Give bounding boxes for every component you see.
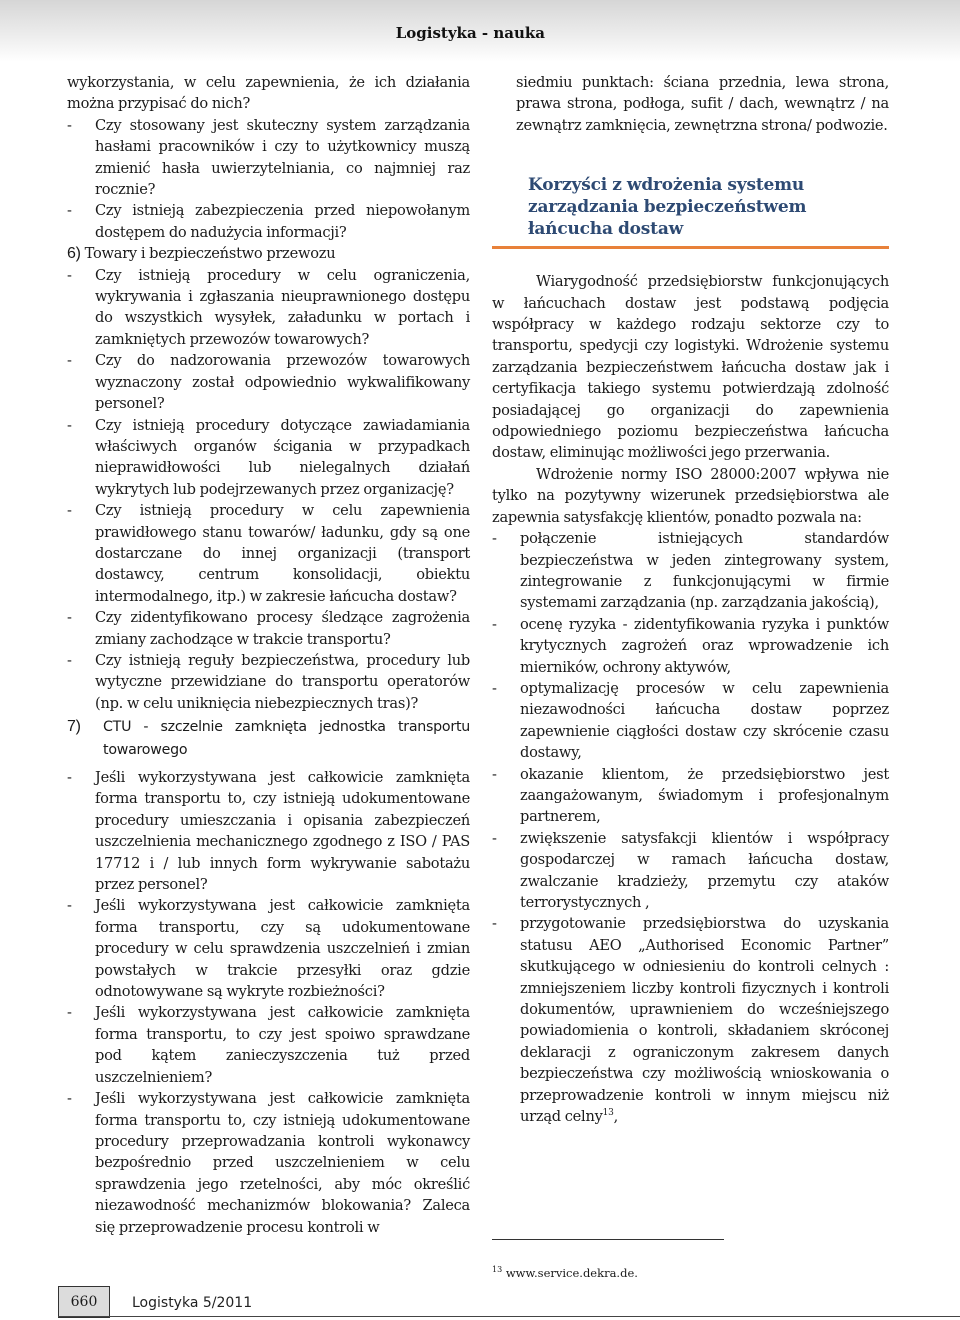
list-item-text: Czy zidentyfikowano procesy śledzące zagrożenia zmiany zachodzące w trakcie transportu? <box>95 609 470 648</box>
dash-bullet: - <box>67 651 72 669</box>
dash-bullet: - <box>492 615 497 633</box>
list-item-text: Jeśli wykorzystywana jest całkowicie zamknięta forma transportu to, czy istnieją udokumentowane procedury przeprowadzania kontroli wykonawcy bezpośrednio przed uszczelnieniem w celu sprawdzenia jego rzetelności, aby móc określić niezawodność mechanizmów blokowania? Zaleca się przeprowadzenie procesu kontroli w <box>95 1090 470 1236</box>
list-item-text: Czy istnieją reguły bezpieczeństwa, procedury lub wytyczne przewidziane do transportu operatorów (np. w celu uniknięcia niebezpiecznych tras)? <box>95 651 470 712</box>
dash-bullet: - <box>67 1090 72 1108</box>
list-item-text: okazanie klientom, że przedsiębiorstwo jest zaangażowanym, świadomym i profesjonalnym partnerem, <box>520 765 889 826</box>
list-item-text: Czy istnieją procedury w celu zapewnienia prawidłowego stanu towarów/ ładunku, gdy są one dostarczane do innej organizacji (transport dostawcy, centrum konsolidacji, obiektu intermodalnego, itp.) w zakresie łańcucha dostaw? <box>95 502 470 605</box>
footnote <box>492 1266 638 1280</box>
list-item-text: Jeśli wykorzystywana jest całkowicie zamknięta forma transportu, to czy jest spoiwo sprawdzane pod kątem zanieczyszczenia tuż przed uszczelnieniem? <box>95 1004 470 1086</box>
dash-bullet: - <box>492 530 497 548</box>
list-item <box>67 115 470 201</box>
list-item <box>67 500 470 607</box>
dash-bullet: - <box>67 416 72 434</box>
dash-bullet: - <box>67 897 72 915</box>
bottom-rule <box>58 1316 960 1317</box>
heading-number: 7) <box>67 718 81 736</box>
page-number: 660 <box>58 1286 110 1318</box>
heading-text: CTU - szczelnie zamknięta jednostka transportu towarowego <box>103 719 470 758</box>
list-item <box>67 767 470 895</box>
dash-bullet: - <box>492 829 497 847</box>
running-header-title: Logistyka - nauka <box>395 24 545 42</box>
dash-bullet: - <box>67 609 72 627</box>
dash-bullet: - <box>492 915 497 933</box>
right-column <box>492 72 889 1127</box>
list-item <box>67 1088 470 1238</box>
list-item-text: Jeśli wykorzystywana jest całkowicie zamknięta forma transportu, czy są udokumentowane procedury w celu sprawdzenia uszczelnień i zmian powstałych w trakcie przesyłki oraz gdzie odnotowywane są wykryte rozbieżności? <box>95 897 470 1001</box>
continued-text: siedmiu punktach: ściana przednia, lewa strona, prawa strona, podłoga, sufit / dach, wewnątrz / na zewnątrz zamknięcia, zewnętrzna strona/ podwozie. <box>516 74 889 134</box>
list-item-tail: , <box>613 1108 618 1126</box>
journal-name: Logistyka 5/2011 <box>132 1295 253 1311</box>
dash-bullet: - <box>67 1004 72 1022</box>
dash-bullet: - <box>67 202 72 220</box>
list-item-text: Jeśli wykorzystywana jest całkowicie zamknięta forma transportu to, czy istnieją udokumentowane procedury umieszczania i opisania zabezpieczeń uszczelnienia mechanicznego zgodnego z ISO / PAS 17712 i / lub innych form wykrywanie sabotażu przez personel? <box>95 769 470 894</box>
list-item-text: ocenę ryzyka - zidentyfikowania ryzyka i punktów krytycznych zagrożeń oraz wprowadzenie ich mierników, ochrony aktywów, <box>520 615 889 676</box>
list-item <box>67 200 470 243</box>
list-item-text: połączenie istniejących standardów bezpieczeństwa w jeden zintegrowany system, zintegrowanie z funkcjonującymi w firmie systemami zarządzania (np. zarządzania jakością), <box>520 530 889 612</box>
list-item <box>492 764 889 828</box>
numbered-heading <box>67 243 470 264</box>
list-item <box>492 528 889 614</box>
list-item-text: optymalizację procesów w celu zapewnienia niezawodności łańcucha dostaw poprzez zapewnienie ciągłości dostaw czy skrócenie czasu dostawy, <box>520 679 889 762</box>
header-bar <box>0 0 960 62</box>
list-item-text: zwiększenie satysfakcji klientów i współpracy gospodarczej w ramach łańcucha dostaw, zwalczanie kradzieży, przemytu czy ataków terrorystycznych , <box>520 829 889 911</box>
list-item <box>492 678 889 764</box>
dash-bullet: - <box>67 769 72 786</box>
list-item-text: Czy istnieją procedury w celu ograniczenia, wykrywania i zgłaszania nieuprawnionego dostępu do wszystkich wysyłek, załadunku w portach i zamkniętych przewozów towarowych? <box>95 266 470 348</box>
list-item <box>67 415 470 501</box>
dash-bullet: - <box>67 352 72 370</box>
list-item <box>492 913 889 1127</box>
list-item <box>67 265 470 351</box>
left-column <box>67 72 470 1238</box>
list-item <box>492 614 889 678</box>
dash-bullet: - <box>492 765 497 783</box>
dash-bullet: - <box>492 679 497 697</box>
list-item-text: Czy istnieją procedury dotyczące zawiadamiania właściwych organów ścigania w przypadkach nieprawidłowości lub nielegalnych działań wykrytych lub podejrzewanych przez organizację? <box>95 416 470 498</box>
paragraph: Wdrożenie normy ISO 28000:2007 wpływa nie tylko na pozytywny wizerunek przedsiębiorstwa ale zapewnia satysfakcję klientów, ponadto pozwala na: <box>492 465 889 526</box>
list-item <box>67 607 470 650</box>
dash-bullet: - <box>67 266 72 284</box>
footnote-ref: 13 <box>602 1108 614 1119</box>
list-item-text: Czy stosowany jest skuteczny system zarządzania hasłami pracowników i czy to użytkownicy muszą zmienić hasła uwierzytelniania, co najmniej raz rocznie? <box>95 116 470 199</box>
list-item-text: przygotowanie przedsiębiorstwa do uzyskania statusu AEO „Authorised Economic Partner” skutkującego w odniesieniu do kontroli celnych : zmniejszeniem liczby kontroli fizycznych i kontroli dokumentów, uprawnieniem do wcześniejszego powiadomienia o kontroli, składaniem skróconej deklaracji z ograniczonym zakresem danych bezpieczeństwa czy możliwością wnioskowania o przeprowadzenie kontroli w innym miejscu niż urząd celny <box>520 915 889 1126</box>
footnote-separator <box>492 1239 724 1240</box>
continued-text: wykorzystania, w celu zapewnienia, że ich działania można przypisać do nich? <box>67 74 470 113</box>
heading-text: Towary i bezpieczeństwo przewozu <box>84 245 336 263</box>
numbered-heading <box>67 716 470 761</box>
list-item-text: Czy istnieją zabezpieczenia przed niepowołanym dostępem do nadużycia informacji? <box>95 202 470 241</box>
list-item <box>67 1002 470 1088</box>
list-item <box>67 350 470 414</box>
footnote-text: www.service.dekra.de. <box>505 1266 638 1280</box>
list-item <box>492 828 889 914</box>
dash-bullet: - <box>67 502 72 520</box>
list-item <box>67 895 470 1002</box>
heading-number: 6) <box>67 245 81 263</box>
list-item <box>67 650 470 714</box>
list-item-text: Czy do nadzorowania przewozów towarowych wyznaczony został odpowiednio wykwalifikowany personel? <box>95 352 470 413</box>
footnote-mark: 13 <box>492 1265 503 1275</box>
dash-bullet: - <box>67 116 72 134</box>
section-heading: Korzyści z wdrożenia systemu zarządzania bezpieczeństwem łańcucha dostaw <box>492 174 889 249</box>
paragraph: Wiarygodność przedsiębiorstw funkcjonujących w łańcuchach dostaw jest podstawą podjęcia współpracy w każdego rodzaju sektorze czy to transportu, spedycji czy logistyki. Wdrożenie systemu zarządzania bezpieczeństwem łańcucha dostaw jak i certyfikacja takiego systemu potwierdzają zdolność posiadającej go organizacji do zapewnienia odpowiedniego poziomu bezpieczeństwa łańcucha dostaw, eliminując możliwości jego przerwania. <box>492 273 889 462</box>
